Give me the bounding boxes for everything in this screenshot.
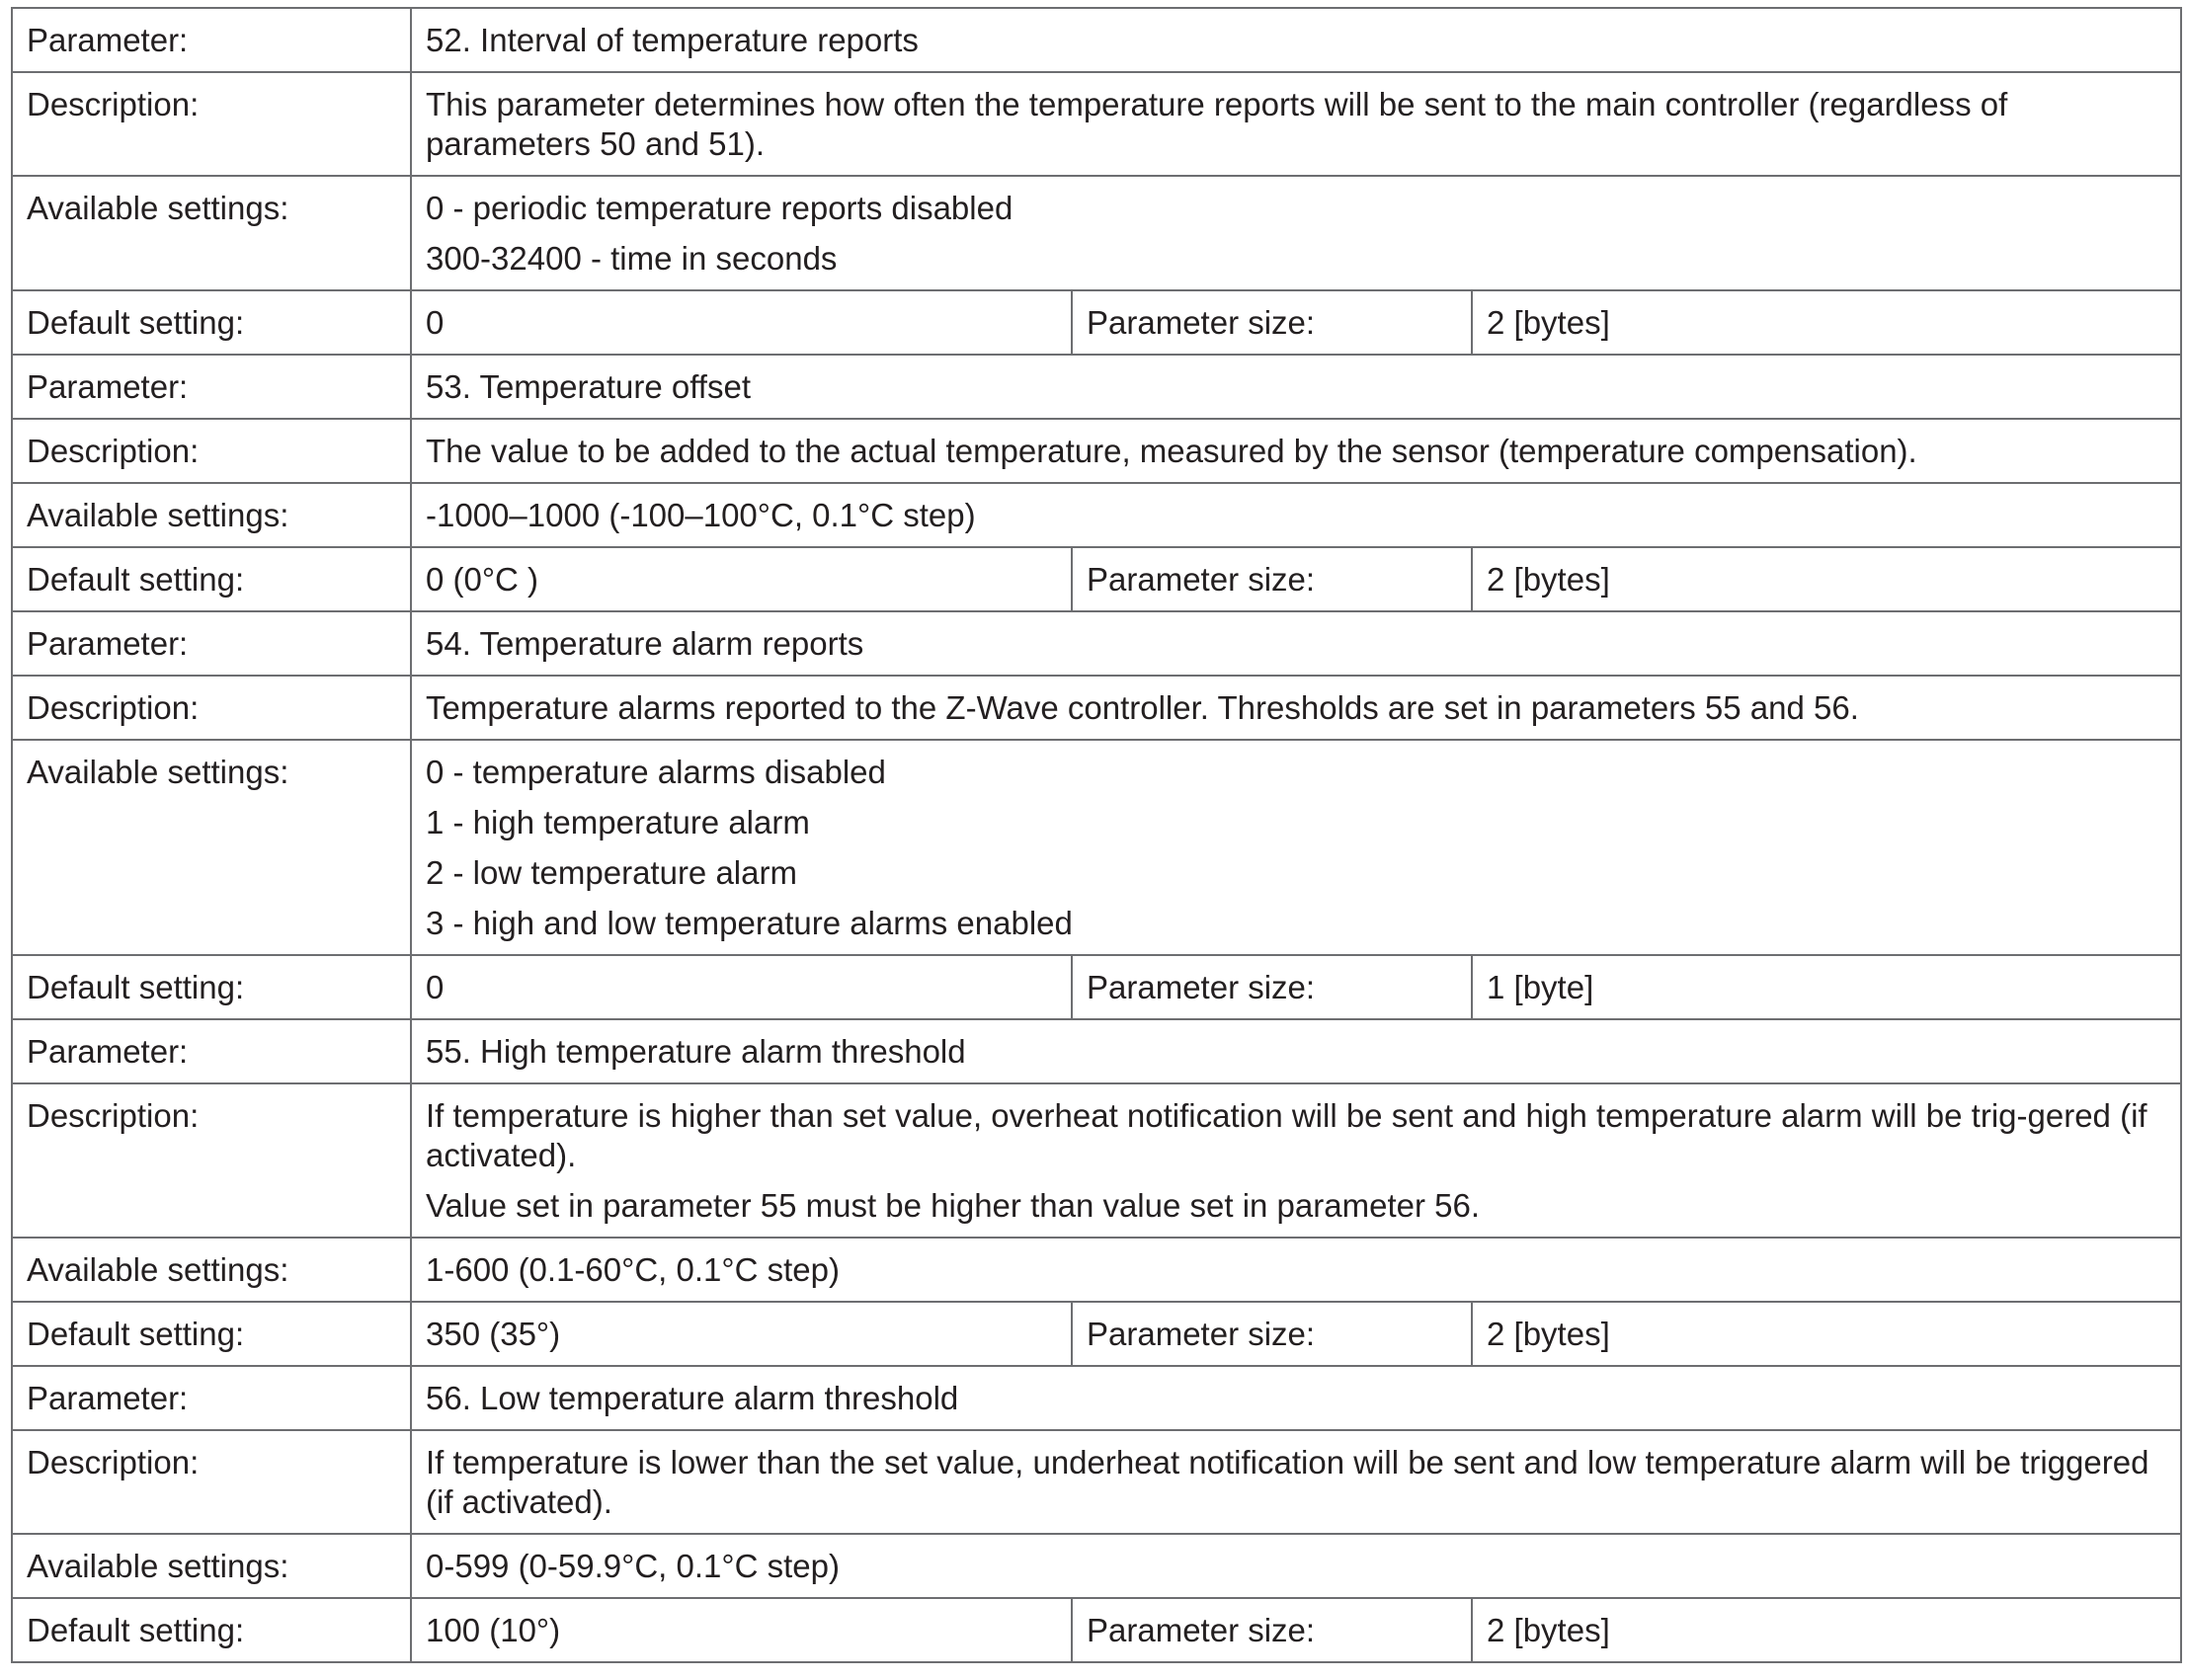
parameter-name: 55. High temperature alarm threshold [411,1019,2181,1083]
parameter-row [12,1366,2181,1430]
default-setting-label: Default setting: [12,1302,411,1366]
available-settings-cell [411,176,2181,290]
default-setting-row [12,290,2181,355]
description-row [12,1083,2181,1238]
description-cell [411,72,2181,176]
parameter-label: Parameter: [12,8,411,72]
default-setting-label: Default setting: [12,290,411,355]
setting-option: 300-32400 - time in seconds [426,240,838,277]
parameter-size-label: Parameter size: [1072,547,1472,611]
parameter-size-value: 1 [byte] [1472,955,2181,1019]
available-settings-cell [411,1534,2181,1598]
default-setting-value: 0 [411,955,1072,1019]
available-settings-label: Available settings: [12,483,411,547]
parameter-name: 53. Temperature offset [411,355,2181,419]
description-cell [411,419,2181,483]
description-cell [411,1430,2181,1534]
description-text: The value to be added to the actual temperature, measured by the sensor (temperature compensation). [426,433,1917,469]
parameter-label: Parameter: [12,1019,411,1083]
setting-option: 2 - low temperature alarm [426,854,797,891]
setting-option: 3 - high and low temperature alarms enabled [426,905,1073,941]
default-setting-value: 100 (10°) [411,1598,1072,1662]
parameter-size-label: Parameter size: [1072,1302,1472,1366]
default-setting-row [12,547,2181,611]
description-label: Description: [12,676,411,740]
description-text: Value set in parameter 55 must be higher than value set in parameter 56. [426,1187,1481,1224]
description-row [12,419,2181,483]
default-setting-value: 350 (35°) [411,1302,1072,1366]
description-text: If temperature is higher than set value, overheat notification will be sent and high temperature alarm will be trig-gered (if activated). [426,1097,2147,1173]
parameter-row [12,1019,2181,1083]
default-setting-row [12,1598,2181,1662]
description-label: Description: [12,1083,411,1238]
parameter-name: 54. Temperature alarm reports [411,611,2181,676]
available-settings-row [12,1534,2181,1598]
parameter-label: Parameter: [12,611,411,676]
description-row [12,676,2181,740]
setting-option: 1 - high temperature alarm [426,804,810,840]
default-setting-label: Default setting: [12,547,411,611]
available-settings-label: Available settings: [12,740,411,955]
parameter-size-label: Parameter size: [1072,955,1472,1019]
default-setting-row [12,1302,2181,1366]
parameter-row [12,8,2181,72]
description-row [12,1430,2181,1534]
setting-option: 0 - periodic temperature reports disabled [426,190,1013,226]
default-setting-row [12,955,2181,1019]
setting-option: 1-600 (0.1-60°C, 0.1°C step) [426,1251,840,1288]
default-setting-label: Default setting: [12,955,411,1019]
available-settings-row [12,176,2181,290]
parameters-table [11,7,2182,1663]
description-cell [411,1083,2181,1238]
available-settings-cell [411,483,2181,547]
parameter-size-value: 2 [bytes] [1472,547,2181,611]
available-settings-cell [411,740,2181,955]
setting-option: 0 - temperature alarms disabled [426,754,886,790]
parameter-size-label: Parameter size: [1072,290,1472,355]
parameter-name: 56. Low temperature alarm threshold [411,1366,2181,1430]
available-settings-label: Available settings: [12,1238,411,1302]
available-settings-row [12,483,2181,547]
description-label: Description: [12,419,411,483]
default-setting-value: 0 (0°C ) [411,547,1072,611]
parameter-row [12,611,2181,676]
parameter-label: Parameter: [12,355,411,419]
setting-option: 0-599 (0-59.9°C, 0.1°C step) [426,1548,840,1584]
parameter-size-value: 2 [bytes] [1472,1302,2181,1366]
available-settings-row [12,1238,2181,1302]
description-text: If temperature is lower than the set value, underheat notification will be sent and low temperature alarm will be triggered (if activated). [426,1444,2149,1520]
parameter-name: 52. Interval of temperature reports [411,8,2181,72]
description-text: This parameter determines how often the temperature reports will be sent to the main controller (regardless of parameters 50 and 51). [426,86,2008,162]
available-settings-row [12,740,2181,955]
available-settings-label: Available settings: [12,176,411,290]
available-settings-label: Available settings: [12,1534,411,1598]
parameter-row [12,355,2181,419]
description-text: Temperature alarms reported to the Z-Wave controller. Thresholds are set in parameters 55 and 56. [426,689,1859,726]
parameter-label: Parameter: [12,1366,411,1430]
default-setting-value: 0 [411,290,1072,355]
parameter-size-label: Parameter size: [1072,1598,1472,1662]
description-label: Description: [12,1430,411,1534]
description-row [12,72,2181,176]
description-label: Description: [12,72,411,176]
setting-option: -1000–1000 (-100–100°C, 0.1°C step) [426,497,976,533]
parameter-size-value: 2 [bytes] [1472,290,2181,355]
description-cell [411,676,2181,740]
available-settings-cell [411,1238,2181,1302]
parameter-size-value: 2 [bytes] [1472,1598,2181,1662]
default-setting-label: Default setting: [12,1598,411,1662]
